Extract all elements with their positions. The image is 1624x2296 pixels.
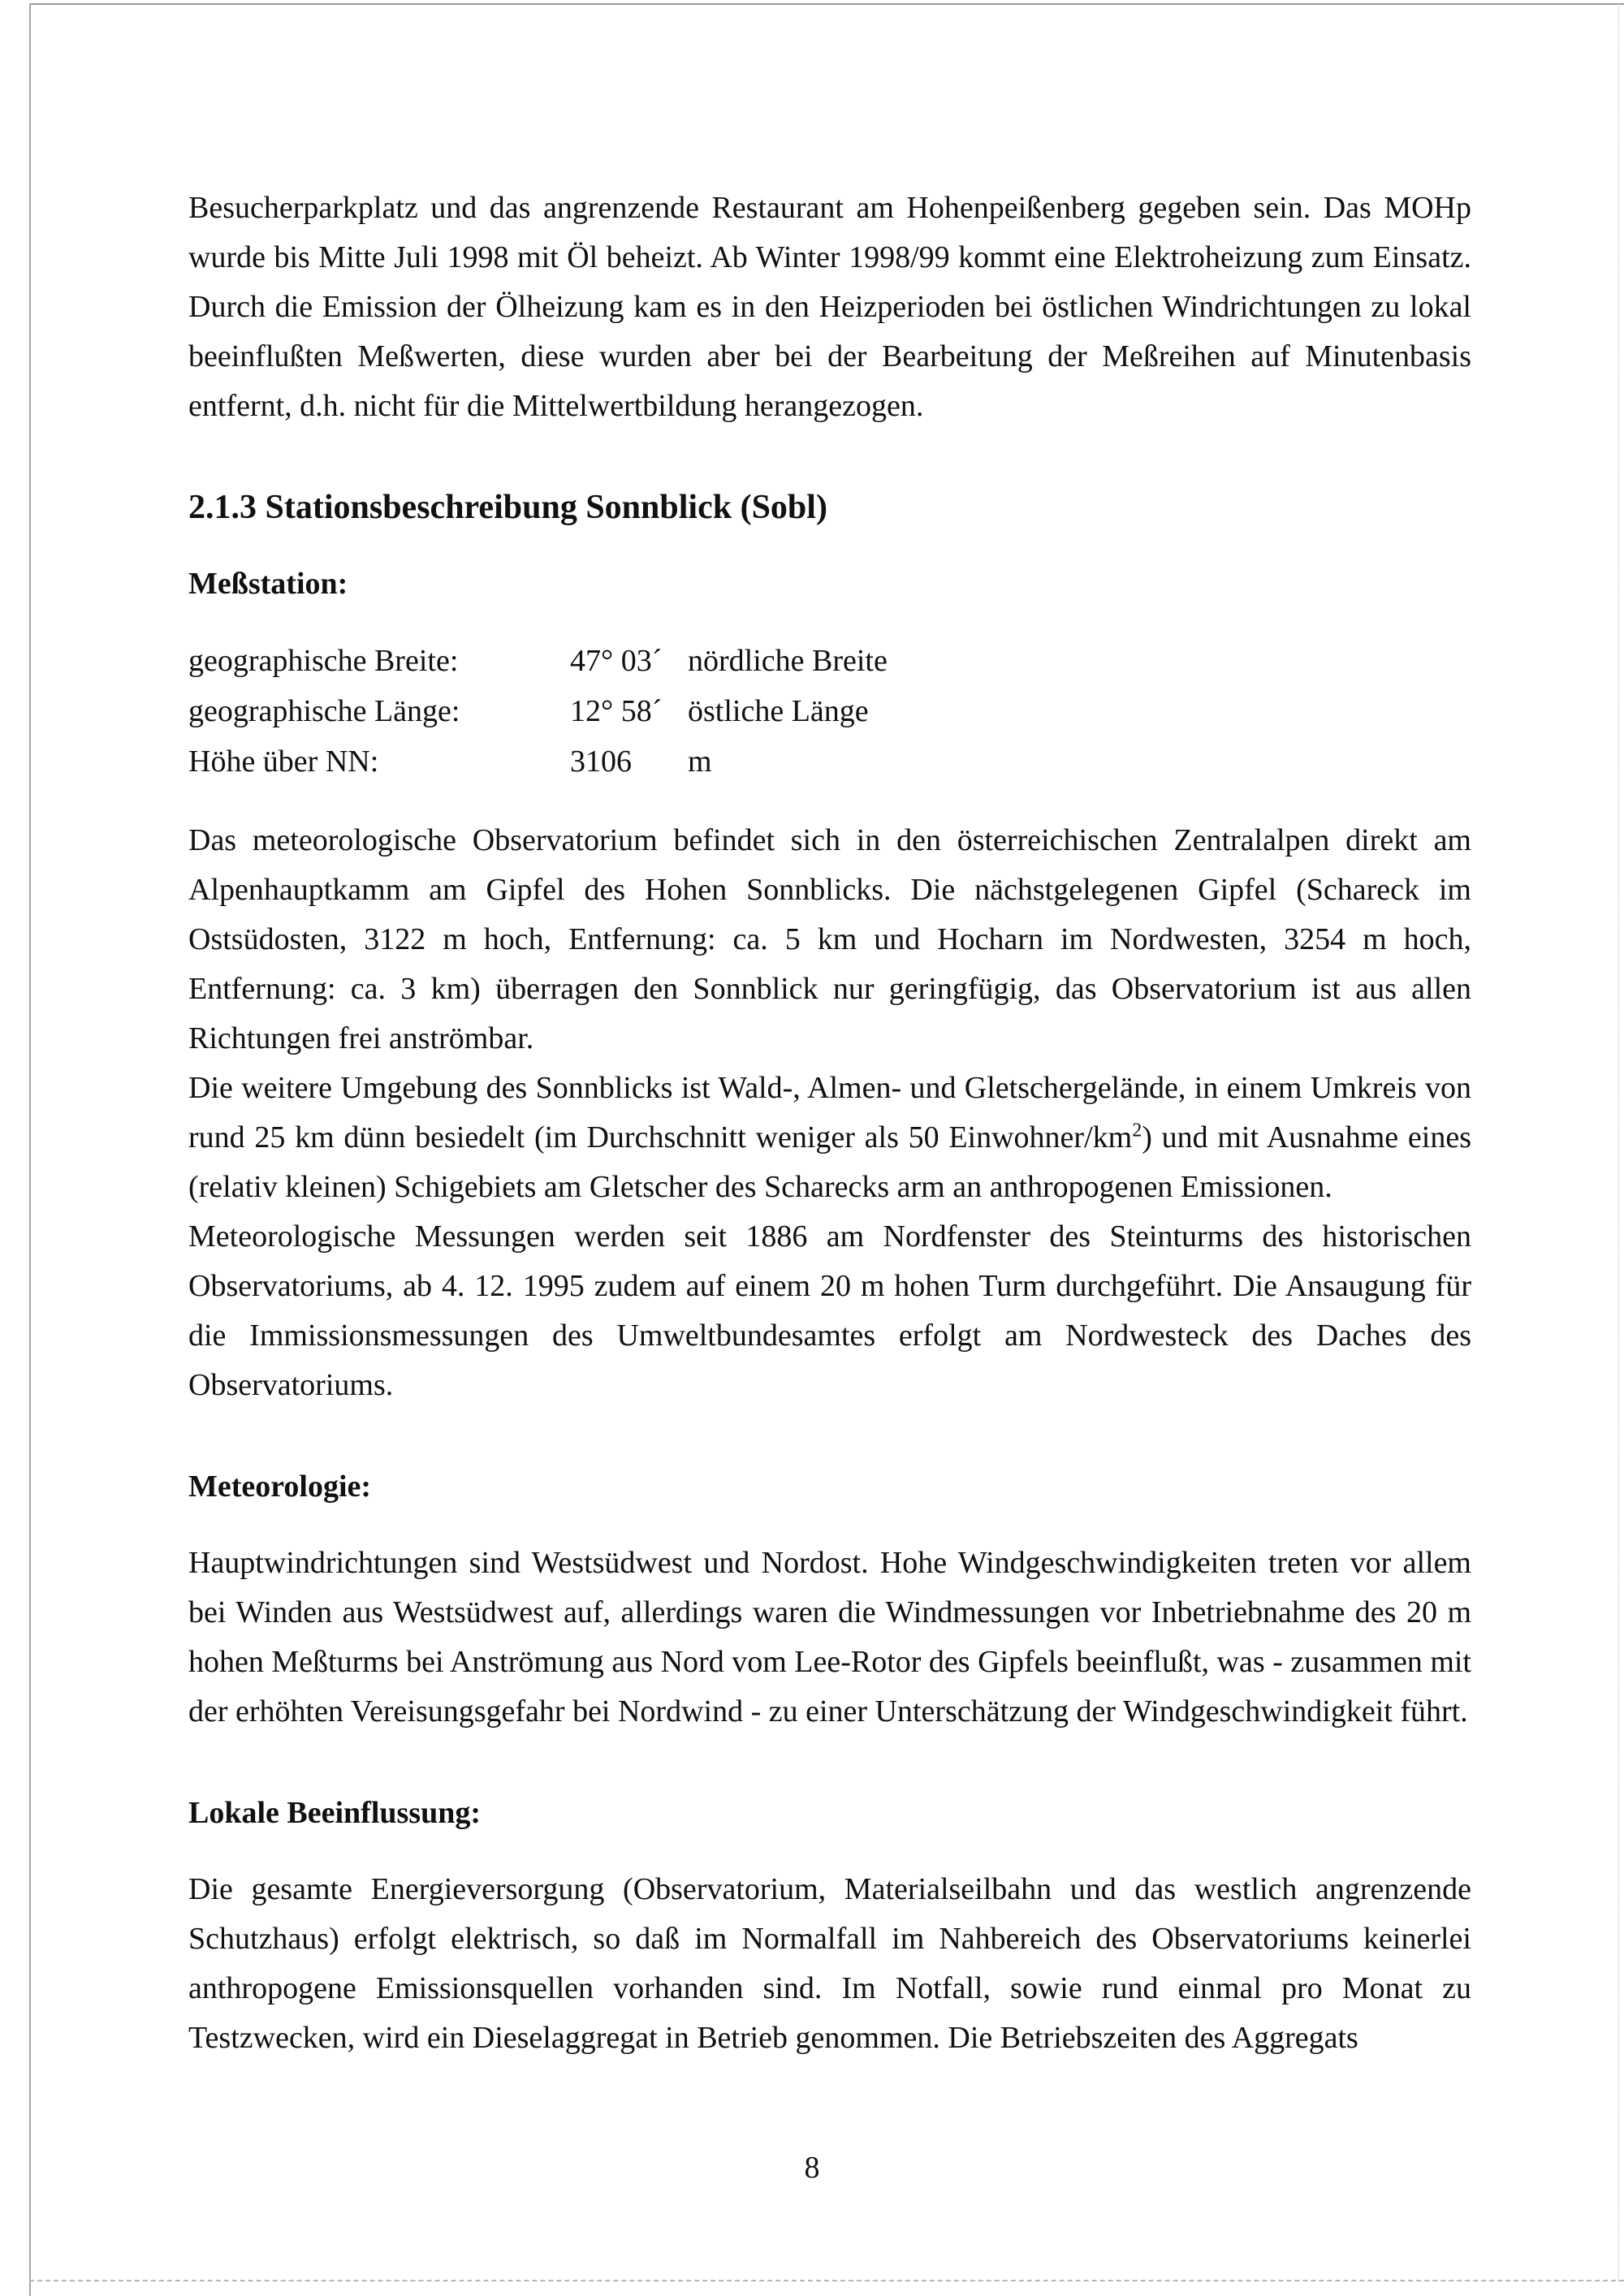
- intro-paragraph: Besucherparkplatz und das angrenzende Restaurant am Hohenpeißenberg gegeben sein. Das MOHp wurde bis Mitte Juli 1998 mit Öl beheizt. Ab Winter 1998/99 kommt eine Elektroheizung zum Einsatz. Durch die Emission der Ölheizung kam es in den Heizperioden bei östlichen Windrichtungen zu lokal beeinflußten Meßwerten, diese wurden aber bei der Bearbeitung der Meßreihen auf Minutenbasis entfernt, d.h. nicht für die Mittelwertbildung herangezogen.: [188, 191, 1471, 423]
- surroundings-text-start: Die weitere Umgebung des Sonnblicks ist Wald-, Almen- und Gletschergelände, in einem Umkreis von rund 25 km dünn besiedelt (im Durchschnitt weniger als 50 Einwohner/km: [188, 1071, 1471, 1154]
- altitude-unit: m: [688, 744, 712, 779]
- station-paragraph-location: Das meteorologische Observatorium befindet sich in den österreichischen Zentralalpen direkt am Alpenhauptkamm am Gipfel des Hohen Sonnblicks. Die nächstgelegenen Gipfel (Schareck im Ostsüdosten, 3122 m hoch, Entfernung: ca. 5 km und Hocharn im Nordwesten, 3254 m hoch, Entfernung: ca. 3 km) überragen den Sonnblick nur geringfügig, das Observatorium ist aus allen Richtungen frei anströmbar.: [188, 823, 1471, 1055]
- scan-edge-right: [1618, 3, 1619, 2281]
- surroundings-superscript: 2: [1132, 1120, 1142, 1142]
- scan-edge-bottom: [29, 2280, 1624, 2281]
- section-heading: 2.1.3 Stationsbeschreibung Sonnblick (Sobl): [188, 489, 827, 526]
- altitude-value: 3106: [570, 744, 632, 779]
- coordinates-row-altitude: [188, 736, 1471, 787]
- longitude-unit: östliche Länge: [688, 694, 869, 728]
- latitude-value: 47° 03´: [570, 644, 663, 678]
- longitude-value: 12° 58´: [570, 694, 663, 728]
- meteorology-heading: Meteorologie:: [188, 1470, 372, 1504]
- meteorology-paragraph: Hauptwindrichtungen sind Westsüdwest und Nordost. Hohe Windgeschwindigkeiten treten vor allem bei Winden aus Westsüdwest auf, allerdings waren die Windmessungen vor Inbetriebnahme des 20 m hohen Meßturms bei Anströmung aus Nord vom Lee-Rotor des Gipfels beeinflußt, was - zusammen mit der erhöhten Vereisungsgefahr bei Nordwind - zu einer Unterschätzung der Windgeschwindigkeit führt.: [188, 1546, 1471, 1728]
- station-paragraph-surroundings: [188, 1064, 1471, 1212]
- scan-edge-top: [29, 3, 1624, 5]
- coordinates-row-longitude: [188, 686, 1471, 736]
- latitude-unit: nördliche Breite: [688, 644, 888, 678]
- scan-edge-left: [29, 3, 31, 2296]
- station-paragraph-measurements: Meteorologische Messungen werden seit 1886 am Nordfenster des Steinturms des historischen Observatoriums, ab 4. 12. 1995 zudem auf einem 20 m hohen Turm durchgeführt. Die Ansaugung für die Immissionsmessungen des Umweltbundesamtes erfolgt am Nordwesteck des Daches des Observatoriums.: [188, 1219, 1471, 1402]
- local-influence-heading: Lokale Beeinflussung:: [188, 1796, 482, 1830]
- station-heading: Meßstation:: [188, 567, 348, 601]
- longitude-label: geographische Länge:: [188, 694, 460, 728]
- page-number: 8: [804, 2151, 820, 2185]
- station-coordinates-table: [188, 636, 1471, 787]
- local-influence-paragraph: Die gesamte Energieversorgung (Observatorium, Materialseilbahn und das westlich angrenzende Schutzhaus) erfolgt elektrisch, so daß im Normalfall im Nahbereich des Observatoriums keinerlei anthropogene Emissionsquellen vorhanden sind. Im Notfall, sowie rund einmal pro Monat zu Testzwecken, wird ein Dieselaggregat in Betrieb genommen. Die Betriebszeiten des Aggregats: [188, 1872, 1471, 2055]
- coordinates-row-latitude: [188, 636, 1471, 686]
- latitude-label: geographische Breite:: [188, 644, 459, 678]
- surroundings-text-end: ) und mit Ausnahme eines (relativ kleinen) Schigebiets am Gletscher des Scharecks arm an anthropogenen Emissionen.: [188, 1120, 1471, 1204]
- altitude-label: Höhe über NN:: [188, 744, 379, 779]
- document-page: [188, 183, 1471, 2063]
